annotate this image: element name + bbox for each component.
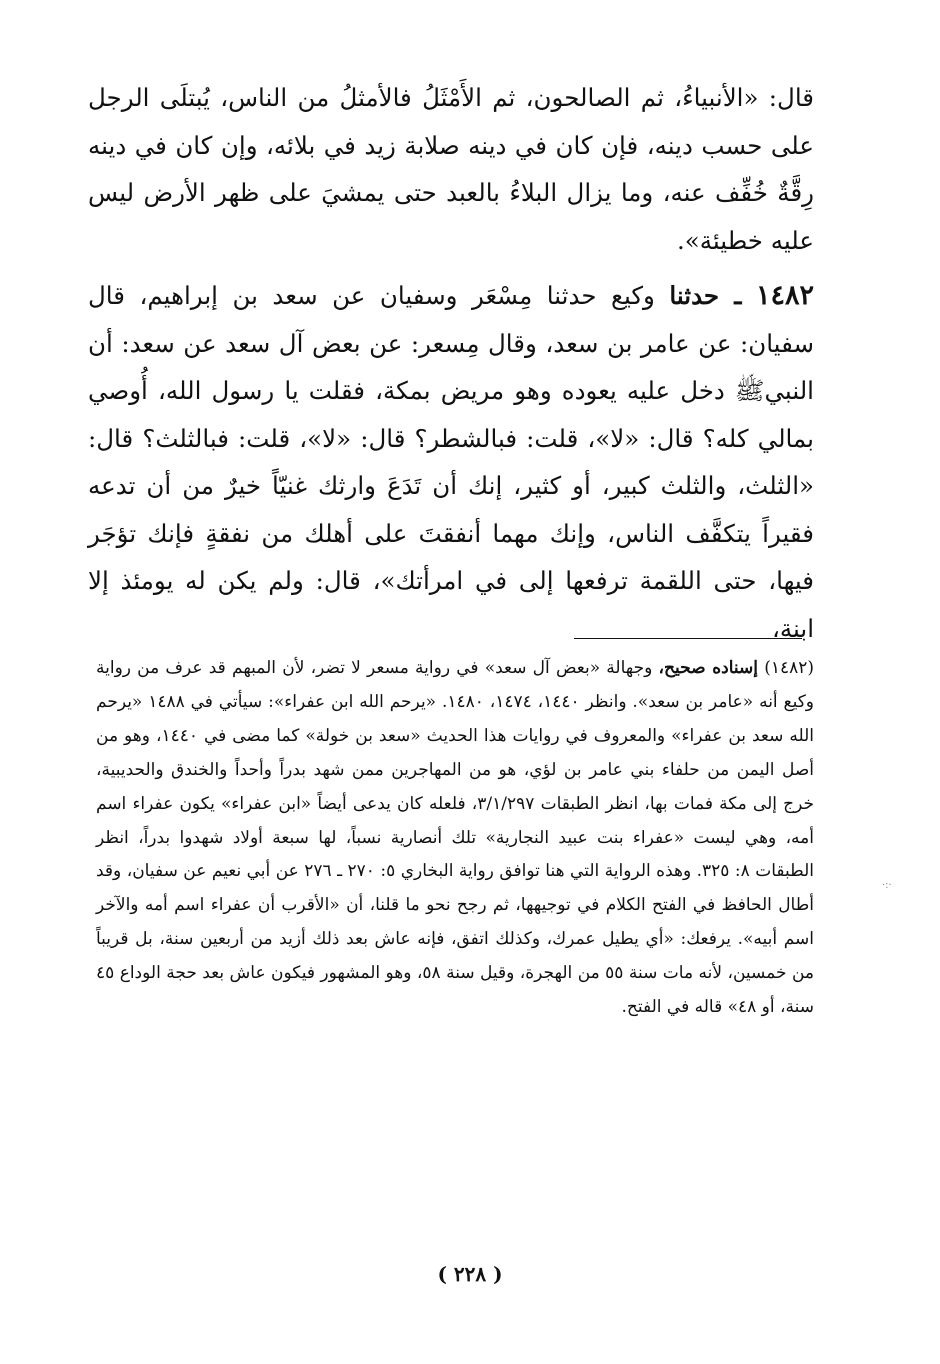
footnote [96, 652, 814, 1025]
footnote-number: (١٤٨٢) [764, 658, 815, 678]
footnote-lead: إسناده صحيح، [658, 658, 759, 678]
page-number: ( ٢٢٨ ) [437, 1262, 503, 1286]
hadith-1482 [88, 272, 814, 652]
footnote-separator [574, 638, 802, 639]
hadith-lead: ـ حدثنا [669, 281, 742, 310]
footnote-text: وجهالة «بعض آل سعد» في رواية مسعر لا تضر، لأن المبهم قد عرف من رواية وكيع أنه «عامر بن سعد». وانظر ١٤٤٠، ١٤٧٤، ١٤٨٠. «يرحم الله ابن عفراء»: سيأتي في ١٤٨٨ «يرحم الله سعد بن عفراء» والمعروف في روايات هذا الحديث «سعد بن خولة» كما مضى في ١٤٤٠، وهو من أصل اليمن من حلفاء بني عامر بن لؤي، هو من المهاجرين ممن شهد بدراً وأحداً والخندق والحديبية، خرج إلى مكة فمات بها، انظر الطبقات ٣/١/٢٩٧، فلعله كان يدعى أيضاً «ابن عفراء» يكون عفراء اسم أمه، وهي ليست «عفراء بنت عبيد النجارية» تلك أنصارية نسباً، لها سبعة أولاد شهدوا بدراً، انظر الطبقات ٨: ٣٢٥. وهذه الرواية التي هنا توافق رواية البخاري ٥: ٢٧٠ ـ ٢٧٦ عن أبي نعيم عن سفيان، وقد أطال الحافظ في الفتح الكلام في توجيهها، ثم رجح نحو ما قلنا، أن «الأقرب أن عفراء اسم أمه والآخر اسم أبيه». يرفعك: «أي يطيل عمرك، وكذلك اتفق، فإنه عاش بعد ذلك أزيد من أربعين سنة، بل قريباً من خمسين، لأنه مات سنة ٥٥ من الهجرة، وقيل سنة ٥٨، وهو المشهور فيكون عاش بعد حجة الوداع ٤٥ سنة، أو ٤٨» قاله في الفتح. [96, 658, 814, 1018]
margin-mark: ·:· [882, 880, 892, 891]
hadith-number: ١٤٨٢ [756, 280, 815, 311]
paragraph-continuation: قال: «الأنبياءُ، ثم الصالحون، ثم الأَمْثَلُ فالأمثلُ من الناس، يُبتلَى الرجل على حسب دينه، فإن كان في دينه صلابة زيد في بلائه، وإن كان في دينه رِقَّةٌ خُفِّف عنه، وما يزال البلاءُ بالعبد حتى يمشيَ على ظهر الأرض ليس عليه خطيئة». [88, 83, 814, 255]
main-text [88, 74, 814, 652]
main-text-block [88, 74, 814, 652]
hadith-text: وكيع حدثنا مِسْعَر وسفيان عن سعد بن إبراهيم، قال سفيان: عن عامر بن سعد، وقال مِسعر: عن بعض آل سعد عن سعد: أن النبيﷺ دخل عليه يعوده وهو مريض بمكة، فقلت يا رسول الله، أُوصي بمالي كله؟ قال: «لا»، قلت: فبالشطر؟ قال: «لا»، قلت: فبالثلث؟ قال: «الثلث، والثلث كبير، أو كثير، إنك أن تَدَعَ وارثك غنيّاً خيرٌ من أن تدعه فقيراً يتكفَّف الناس، وإنك مهما أنفقتَ على أهلك من نفقةٍ فإنك تؤجَر فيها، حتى اللقمة ترفعها إلى في امرأتك»، قال: ولم يكن له يومئذ إلا ابنة، [88, 281, 814, 643]
